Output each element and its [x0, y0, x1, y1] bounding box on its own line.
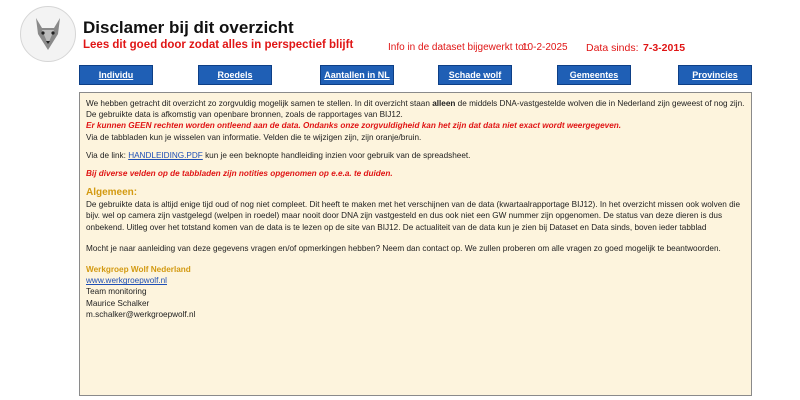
algemeen-paragraph: De gebruikte data is altijd enige tijd oud of nog niet compleet. Dit heeft te maken met het verschijnen van de data (kwartaalrapportage BIJ12). In het overzicht missen ook wolven die bijv. wel op camera zijn vastgelegd (welpen in roedel) maar nooit door DNA zijn vastgesteld en dus ook niet een GW nummer zijn opgenomen. De status van deze dieren is dus onbekend. Uitleg over het totstand komen van de data is te lezen op de site van BIJ12. De actualiteit van de data kun je zien bij Dataset en Data sinds, boven ieder tabblad: [86, 200, 741, 232]
dataset-updated-date: 10-2-2025: [522, 42, 568, 53]
nav-button-provincies[interactable]: Provincies: [678, 65, 752, 85]
algemeen-heading: Algemeen:: [86, 187, 138, 199]
emphasis-alleen: alleen: [432, 99, 456, 108]
contact-name: Maurice Schalker: [86, 298, 150, 308]
data-since-date: 7-3-2015: [643, 42, 686, 54]
page-subtitle: Lees dit goed door zodat alles in perspectief blijft: [83, 39, 354, 51]
contact-paragraph: Mocht je naar aanleiding van deze gegevens vragen en/of opmerkingen hebben? Neem dan contact op. We zullen proberen om alle vragen zo goed mogelijk te beantwoorden.: [86, 243, 721, 253]
nav-button-schade-wolf[interactable]: Schade wolf: [438, 65, 512, 85]
nav-button-aantallen-in-nl[interactable]: Aantallen in NL: [320, 65, 394, 85]
contact-team: Team monitoring: [86, 287, 147, 297]
intro-paragraph: We hebben getracht dit overzicht zo zorgvuldig mogelijk samen te stellen. In dit overzicht staan alleen de middels DNA-vastgestelde wolven die in Nederland zijn geweest of nog zijn. De gebruikte data is afkomstig van openbare bronnen, zoals de rapportages van BIJ12.: [86, 99, 745, 120]
disclaimer-panel: [79, 92, 752, 396]
organization-website-link[interactable]: www.werkgroepwolf.nl: [86, 276, 167, 286]
wolf-head-icon: [28, 14, 68, 54]
nav-button-individu[interactable]: Individu: [79, 65, 153, 85]
wolf-logo-icon: [20, 6, 76, 62]
rights-warning: Er kunnen GEEN rechten worden ontleend aan de data. Ondanks onze zorgvuldigheid kan het zijn dat data niet exact wordt weergegeven.: [86, 121, 622, 131]
data-since-label: Data sinds:: [586, 42, 639, 54]
contact-email: m.schalker@werkgroepwolf.nl: [86, 309, 196, 319]
manual-paragraph: Via de link: HANDLEIDING.PDF kun je een beknopte handleiding inzien voor gebruik van de spreadsheet.: [86, 150, 471, 160]
page-title: Disclamer bij dit overzicht: [83, 18, 294, 37]
organization-name: Werkgroep Wolf Nederland: [86, 265, 191, 275]
dataset-updated-label: Info in de dataset bijgewerkt tot:: [388, 42, 530, 53]
nav-button-roedels[interactable]: Roedels: [198, 65, 272, 85]
manual-link[interactable]: HANDLEIDING.PDF: [128, 150, 203, 160]
tabs-info: Via de tabbladen kun je wisselen van informatie. Velden die te wijzigen zijn, zijn oranje/bruin.: [86, 132, 422, 142]
notes-info: Bij diverse velden op de tabbladen zijn notities opgenomen op e.e.a. te duiden.: [86, 169, 393, 179]
nav-button-gemeentes[interactable]: Gemeentes: [557, 65, 631, 85]
